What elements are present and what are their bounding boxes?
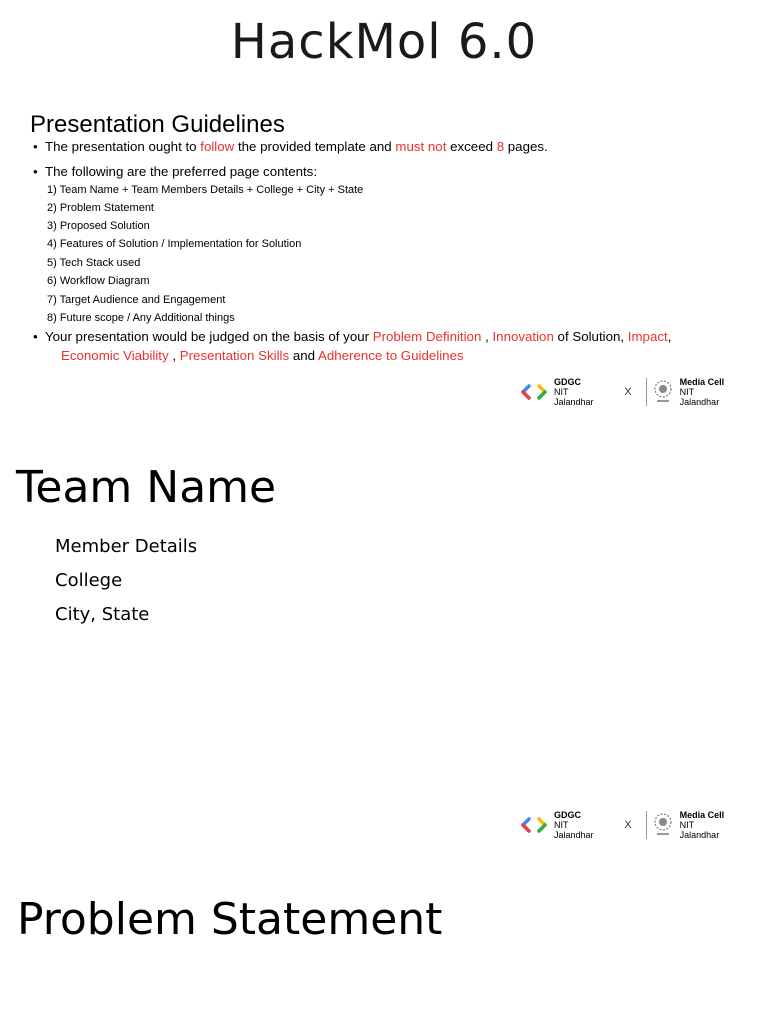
media-cell-logo-icon — [646, 378, 675, 406]
problem-statement-heading: Problem Statement — [17, 894, 443, 945]
page-title: HackMol 6.0 — [230, 14, 538, 70]
contents-item: 2) Problem Statement — [47, 202, 154, 214]
sponsor-logos — [520, 376, 736, 408]
gdgc-text: GDGC NIT Jalandhar — [553, 810, 594, 840]
sponsor-logos — [520, 809, 736, 841]
city-state: City, State — [55, 604, 150, 625]
contents-item: 5) Tech Stack used — [47, 257, 141, 269]
bullet-dot-icon: • — [33, 164, 38, 179]
bullet-judging-criteria-cont: Economic Viability , Presentation Skills and Adherence to Guidelines — [61, 348, 464, 363]
contents-item: 8) Future scope / Any Additional things — [47, 312, 235, 324]
media-cell-text: Media Cell NIT Jalandhar — [679, 810, 725, 840]
contents-item: 4) Features of Solution / Implementation for Solution — [47, 238, 302, 250]
contents-item: 1) Team Name + Team Members Details + College + City + State — [47, 184, 364, 196]
bullet-contents-intro: • The following are the preferred page contents: — [33, 164, 318, 179]
gdgc-text: GDGC NIT Jalandhar — [553, 377, 594, 407]
bullet-template-rule: • The presentation ought to follow the provided template and must not exceed 8 pages. — [33, 139, 548, 154]
section-title: Presentation Guidelines — [30, 111, 285, 138]
contents-item: 3) Proposed Solution — [47, 220, 150, 232]
contents-item: 6) Workflow Diagram — [47, 275, 150, 287]
college: College — [55, 570, 123, 591]
member-details: Member Details — [55, 536, 198, 557]
media-cell-text: Media Cell NIT Jalandhar — [679, 377, 725, 407]
contents-item: 7) Target Audience and Engagement — [47, 294, 226, 306]
logo-separator: X — [624, 819, 632, 831]
logo-separator: X — [624, 386, 632, 398]
media-cell-logo-icon — [646, 811, 675, 839]
bullet-dot-icon: • — [33, 139, 38, 154]
team-name-heading: Team Name — [16, 462, 277, 513]
gdgc-logo-icon — [520, 383, 550, 401]
bullet-dot-icon: • — [33, 329, 38, 344]
bullet-judging-criteria: • Your presentation would be judged on the basis of your Problem Definition , Innovation of Solution, Impact, — [33, 329, 672, 344]
gdgc-logo-icon — [520, 816, 550, 834]
